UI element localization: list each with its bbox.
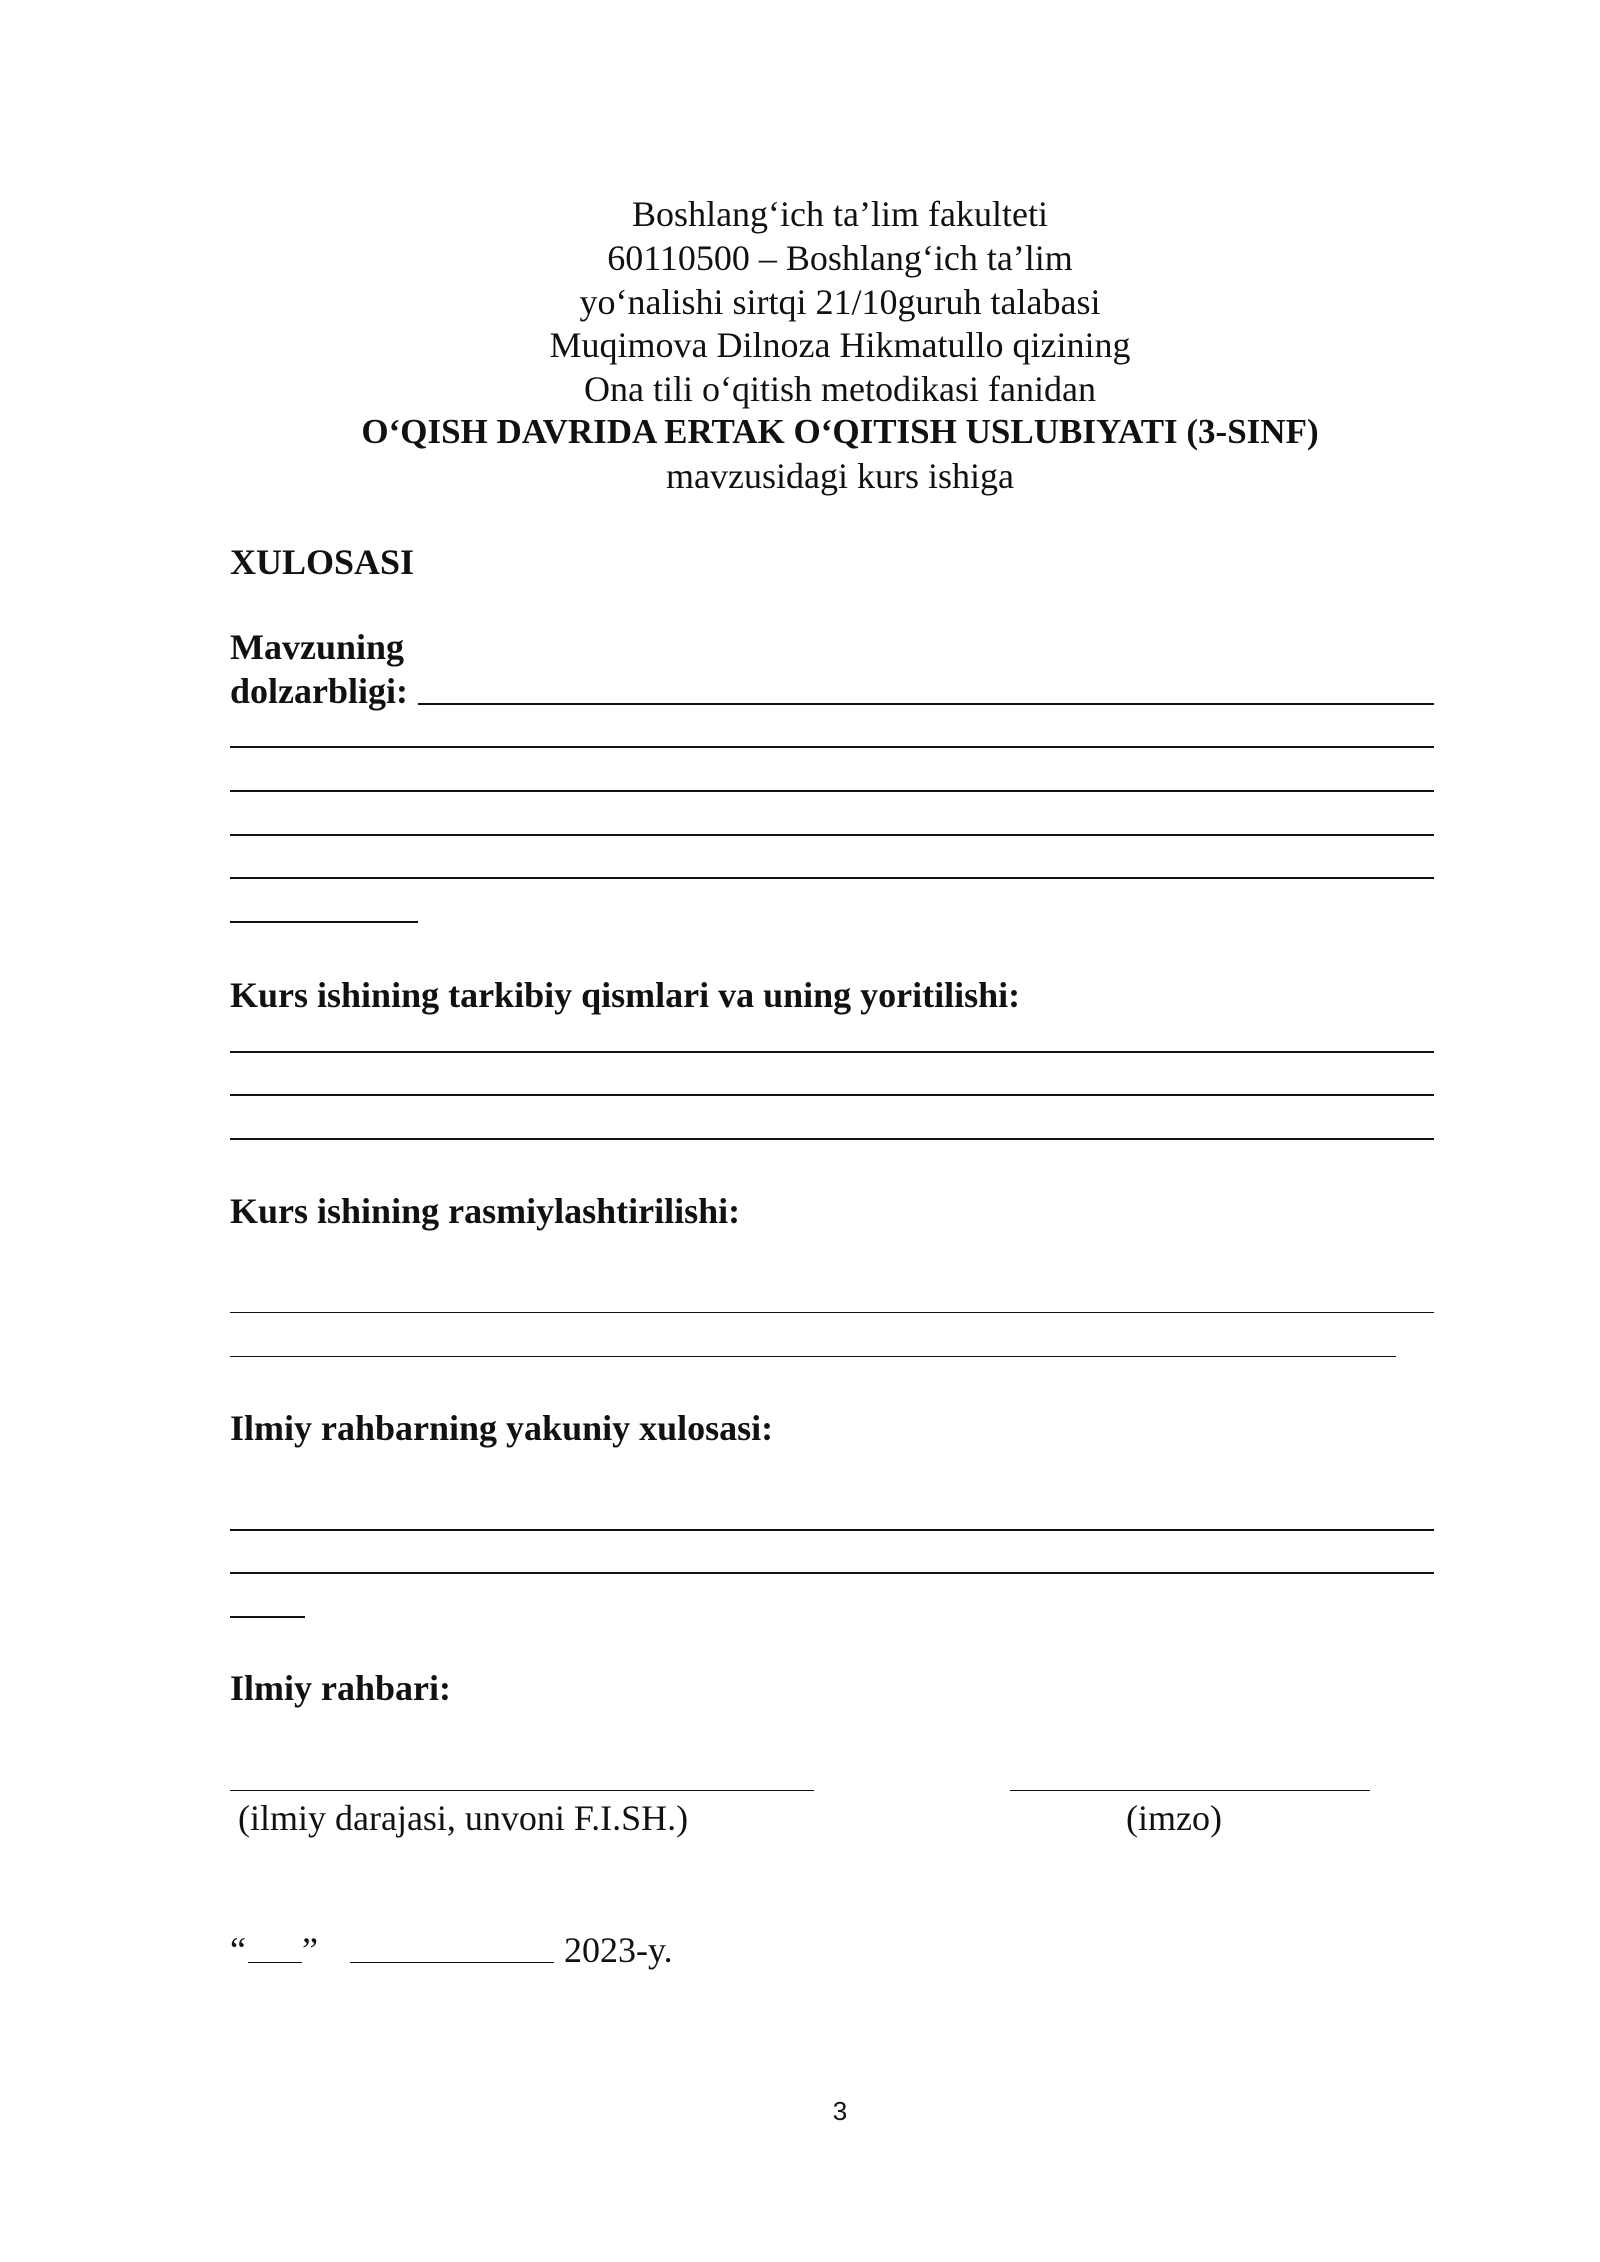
signature-caption: (imzo) <box>1126 1798 1222 1838</box>
relevance-blank-line <box>230 790 1434 792</box>
final-blank-line <box>230 1529 1434 1531</box>
relevance-blank-line <box>230 921 418 923</box>
structure-blank-line <box>230 1051 1434 1053</box>
relevance-label-line1: Mavzuning <box>230 627 405 667</box>
page-number: 3 <box>832 2096 848 2126</box>
student-line: Muqimova Dilnoza Hikmatullo qizining <box>549 325 1131 365</box>
relevance-blank-line <box>230 834 1434 836</box>
final-conclusion-label: Ilmiy rahbarning yakuniy xulosasi: <box>230 1408 774 1448</box>
structure-blank-line <box>230 1094 1434 1096</box>
degree-blank-line <box>230 1790 814 1791</box>
relevance-label-line2: dolzarbligi: <box>230 671 408 711</box>
relevance-blank-line <box>418 703 1434 705</box>
signature-blank-line <box>1010 1790 1370 1791</box>
subject-line: Ona tili o‘qitish metodikasi fanidan <box>584 369 1096 409</box>
relevance-blank-line <box>230 746 1434 748</box>
formatting-blank-line <box>230 1356 1396 1357</box>
structure-label: Kurs ishining tarkibiy qismlari va uning yoritilishi: <box>230 975 1021 1015</box>
date-year: 2023-y. <box>564 1930 673 1970</box>
conclusion-title: XULOSASI <box>230 542 415 582</box>
group-line: yo‘nalishi sirtqi 21/10guruh talabasi <box>579 282 1101 322</box>
date-quote-close: ” <box>302 1930 318 1970</box>
formatting-blank-line <box>230 1312 1434 1313</box>
date-quote-open: “ <box>230 1930 246 1970</box>
degree-caption: (ilmiy darajasi, unvoni F.I.SH.) <box>238 1798 689 1838</box>
formatting-label: Kurs ishining rasmiylashtirilishi: <box>230 1191 741 1231</box>
date-month-blank <box>350 1962 554 1963</box>
final-blank-line <box>230 1572 1434 1574</box>
supervisor-label: Ilmiy rahbari: <box>230 1668 451 1708</box>
final-blank-line <box>230 1616 305 1618</box>
relevance-blank-line <box>230 877 1434 879</box>
topic-title: O‘QISH DAVRIDA ERTAK O‘QITISH USLUBIYATI (3-SINF) <box>361 412 1319 451</box>
work-type-line: mavzusidagi kurs ishiga <box>666 456 1014 496</box>
date-day-blank <box>248 1962 302 1963</box>
program-line: 60110500 – Boshlang‘ich ta’lim <box>607 238 1073 278</box>
faculty-line: Boshlang‘ich ta’lim fakulteti <box>632 194 1048 234</box>
structure-blank-line <box>230 1138 1434 1140</box>
